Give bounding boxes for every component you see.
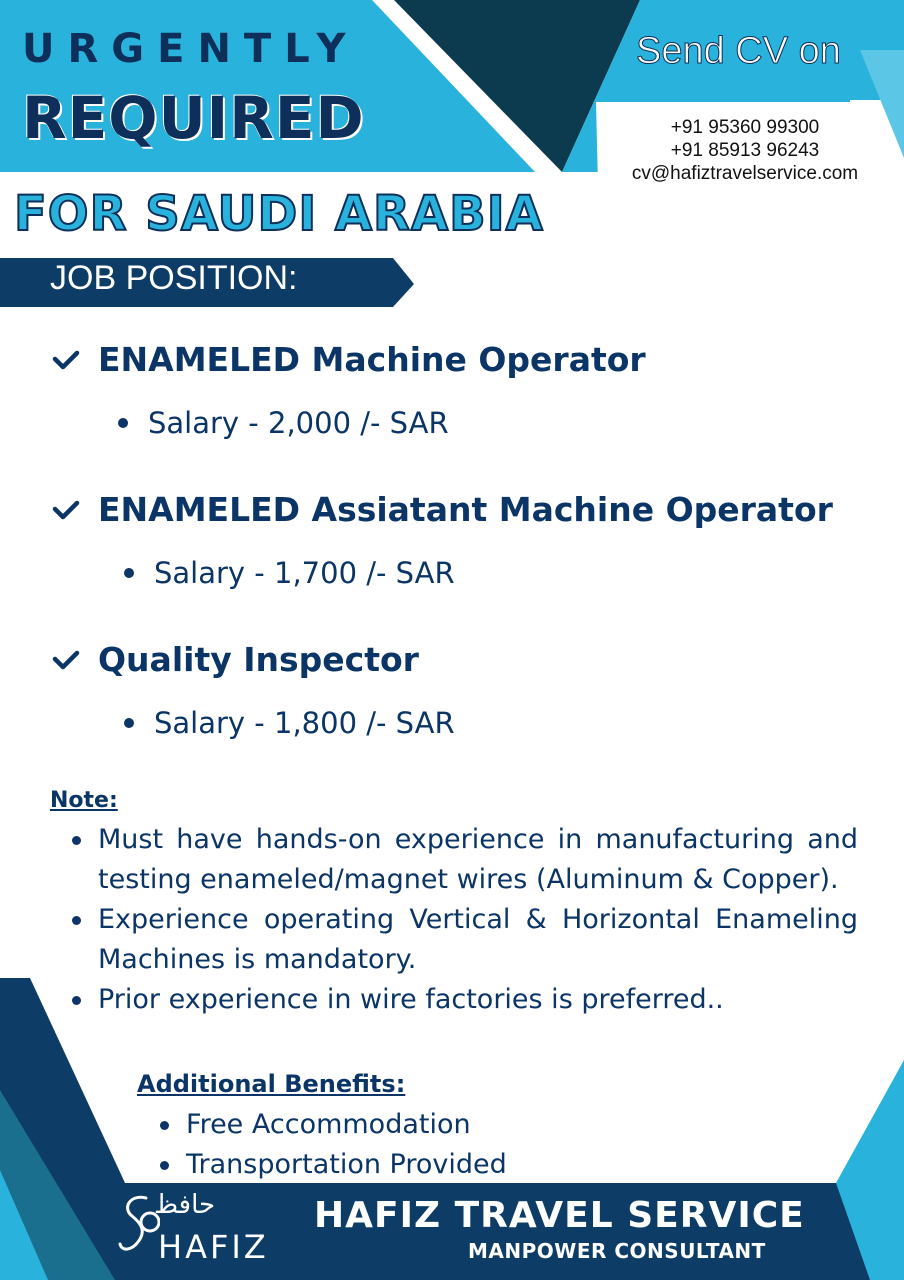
salary-text: Salary - 2,000 /- SAR (148, 406, 449, 440)
job-item-machine-operator (52, 340, 646, 379)
check-icon (52, 649, 80, 671)
job-item-quality-inspector (52, 640, 419, 679)
job-title: ENAMELED Machine Operator (98, 340, 646, 379)
headline-required: REQUIRED (22, 84, 365, 152)
job-salary (118, 406, 449, 440)
bullet-icon (124, 568, 134, 578)
send-cv-heading: Send CV on (636, 30, 841, 72)
headline-urgently: URGENTLY (22, 26, 359, 72)
logo-latin-text: HAFIZ (158, 1228, 269, 1266)
phone-secondary[interactable]: +91 85913 96243 (670, 140, 820, 161)
salary-text: Salary - 1,800 /- SAR (154, 706, 455, 740)
note-item: Experience operating Vertical & Horizontal Enameling Machines is mandatory. (72, 900, 858, 980)
bullet-icon (118, 418, 128, 428)
logo-arabic-text: حافظ (154, 1190, 216, 1220)
note-item: Must have hands-on experience in manufacturing and testing enameled/magnet wires (Aluminum & Copper). (72, 820, 858, 900)
email-link[interactable]: cv@hafiztravelservice.com (631, 163, 859, 184)
benefit-item: Free Accommodation (160, 1105, 507, 1145)
note-list (72, 820, 858, 1020)
company-name: HAFIZ TRAVEL SERVICE (314, 1195, 805, 1236)
benefits-list (160, 1105, 507, 1185)
check-icon (52, 499, 80, 521)
job-salary (124, 706, 455, 740)
note-item: Prior experience in wire factories is preferred.. (72, 980, 858, 1020)
bullet-icon (124, 718, 134, 728)
job-item-assistant-operator (52, 490, 833, 529)
company-tagline: MANPOWER CONSULTANT (468, 1239, 766, 1263)
contact-info (600, 116, 890, 185)
job-salary (124, 556, 455, 590)
job-title: Quality Inspector (98, 640, 419, 679)
benefit-item: Transportation Provided (160, 1145, 507, 1185)
salary-text: Salary - 1,700 /- SAR (154, 556, 455, 590)
job-section-title: JOB POSITION: (50, 259, 298, 297)
benefits-title: Additional Benefits: (137, 1070, 406, 1098)
phone-primary[interactable]: +91 95360 99300 (670, 117, 820, 138)
job-title: ENAMELED Assiatant Machine Operator (98, 490, 833, 529)
check-icon (52, 349, 80, 371)
country-heading: FOR SAUDI ARABIA (14, 186, 544, 242)
note-title: Note: (50, 788, 118, 813)
